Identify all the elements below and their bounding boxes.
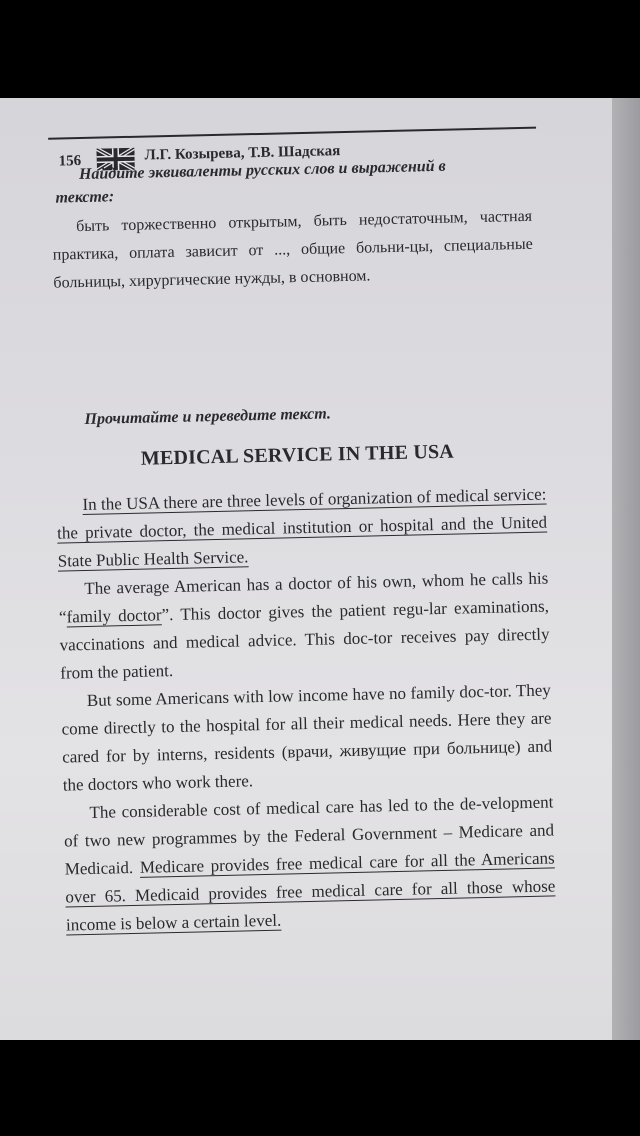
text-title: MEDICAL SERVICE IN THE USA bbox=[140, 440, 455, 470]
paragraph-1-text: In the USA there are three levels of organization of medical service: the private doctor, the medical institution or hospital and the United State Public Health Service. bbox=[56, 484, 548, 571]
exercise-instruction-1-continued: тексте: bbox=[55, 188, 115, 207]
paragraph-2-start: The average American has a doctor of his own, whom he calls his “ bbox=[58, 568, 549, 627]
page-number: 156 bbox=[58, 152, 82, 170]
page-content bbox=[0, 91, 623, 1047]
paragraph-3-text: But some Americans with low income have no family doc-tor. They come directly to the hospital for all their medical needs. Here they are cared for by interns, residents (врачи, живущие при больнице) and the doctors who work there. bbox=[61, 680, 553, 795]
paragraph-1 bbox=[56, 481, 548, 576]
reading-text bbox=[56, 481, 556, 940]
vocabulary-text: быть торжественно открытым, быть недостаточным, частная практика, оплата зависит от ..., общие больни-цы, специальные больницы, хирургические нужды, в основном. bbox=[52, 207, 533, 292]
viewer-bottom-bar bbox=[0, 1040, 640, 1136]
paragraph-2-end: ”. This doctor gives the patient regu-lar examinations, vaccinations and medical advice. This doc-tor receives pay directly from the patient. bbox=[59, 596, 550, 683]
book-page bbox=[0, 98, 612, 1040]
paragraph-4 bbox=[63, 788, 556, 939]
exercise-instruction-2: Прочитайте и переведите текст. bbox=[84, 405, 332, 428]
paragraph-3 bbox=[61, 676, 553, 799]
family-doctor-phrase: family doctor bbox=[66, 605, 162, 627]
vocabulary-list bbox=[52, 203, 534, 298]
vocabulary-indent bbox=[52, 231, 76, 232]
medicare-medicaid-sentence: Medicare provides free medical care for all the Americans over 65. Medicaid provides free medical care for all those whose income is below a certain level. bbox=[65, 848, 556, 935]
paragraph-2 bbox=[58, 565, 550, 688]
exercise-instruction-1: Найдите эквиваленты русских слов и выражений в bbox=[78, 157, 446, 184]
book-authors: Л.Г. Козырева, Т.В. Шадская bbox=[144, 143, 341, 164]
paragraph-4-start: The considerable cost of medical care has led to the de-velopment of two new programmes by the Federal Government – Medicare and Medicaid. bbox=[63, 792, 555, 879]
